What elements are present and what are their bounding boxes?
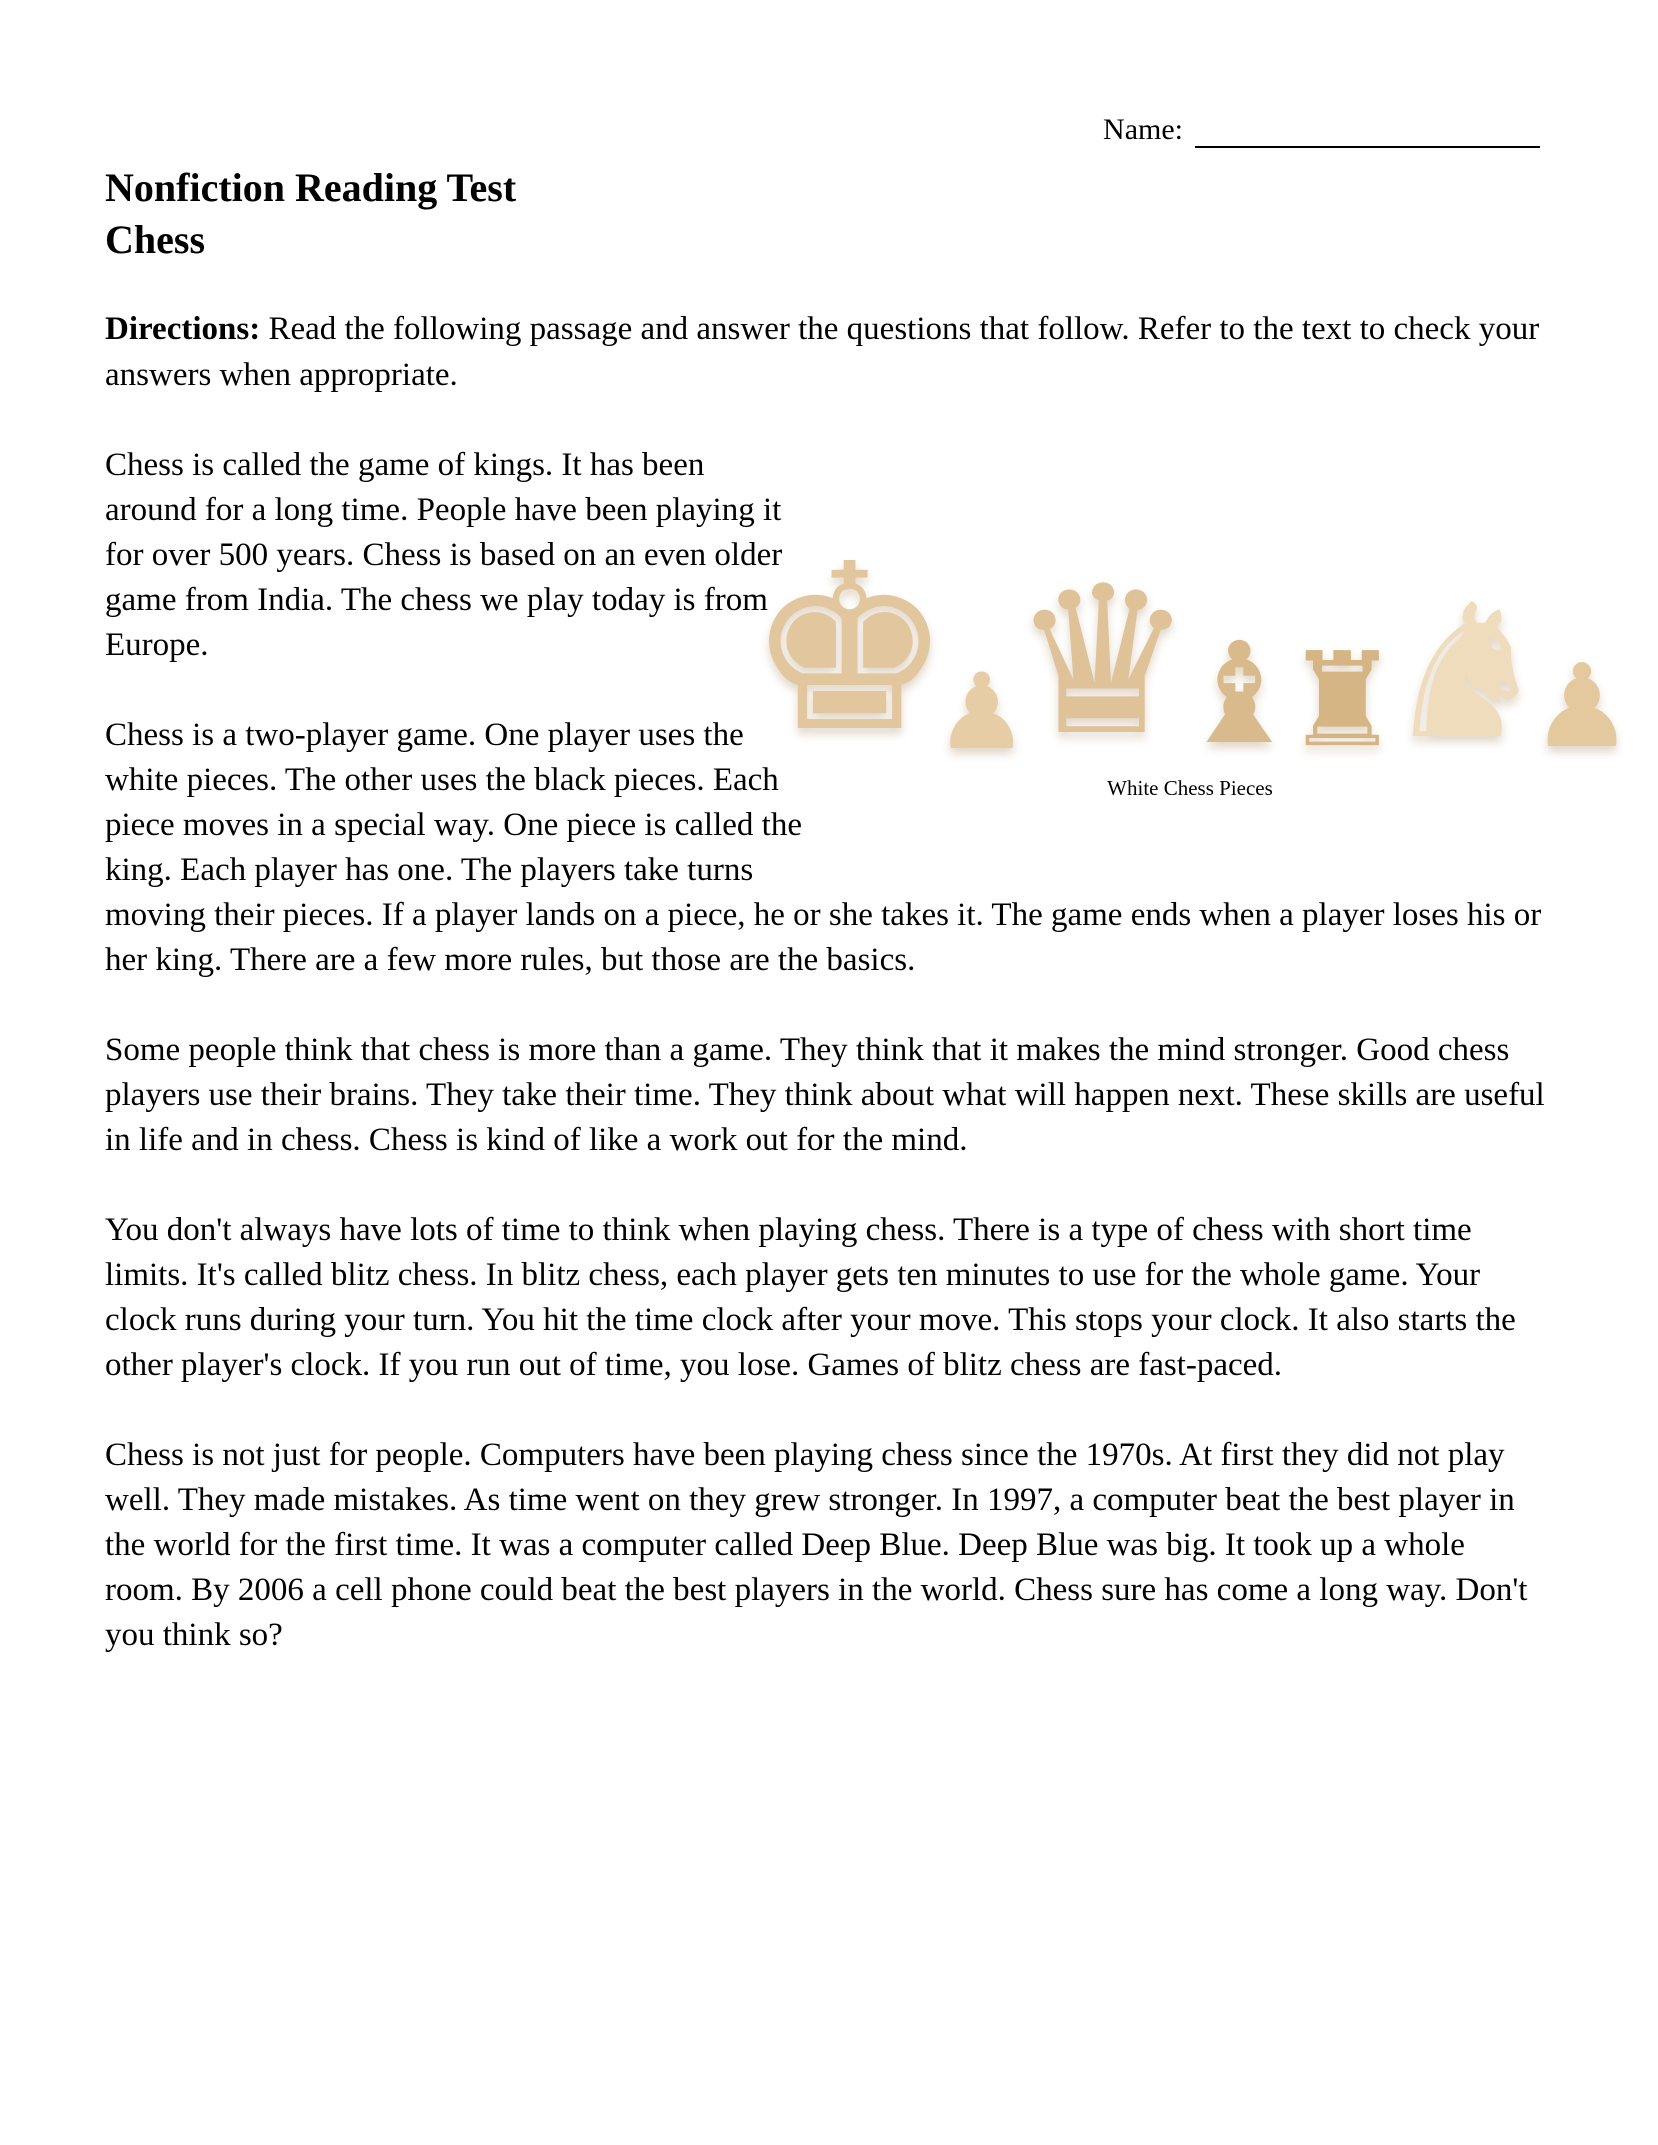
chess-piece-knight-icon: ♞ (1382, 564, 1549, 780)
name-label: Name: (1103, 113, 1183, 146)
name-blank-line[interactable] (1195, 112, 1540, 148)
paragraph-5: Chess is not just for people. Computers have been playing chess since the 1970s. At first they did not play well. They made mistakes. As time went on they grew stronger. In 1997, a computer beat the best player in the world for the first time. It was a computer called Deep Blue. Deep Blue was big. It took up a whole room. By 2006 a cell phone could beat the best players in the world. Chess sure has come a long way. Don't you think so? (105, 1437, 1528, 1653)
directions-text: Read the following passage and answer the questions that follow. Refer to the text to check your answers when appropriate. (105, 311, 1540, 393)
chess-piece-pawn-icon: ♟ (934, 651, 1029, 773)
paragraph-1: Chess is called the game of kings. It has been around for a long time. People have been playing it for over 500 years. Chess is based on an even older game from India. The chess we play today is from Europe. (105, 447, 783, 663)
worksheet-title (105, 162, 1550, 266)
name-row (105, 112, 1540, 148)
chess-piece-pawn-icon: ♟ (1530, 640, 1634, 774)
chess-piece-rook-icon: ♜ (1284, 624, 1401, 776)
chess-piece-bishop-icon: ♝ (1176, 613, 1303, 776)
figure-caption: White Chess Pieces (1107, 776, 1273, 800)
paragraph-3: Some people think that chess is more than a game. They think that it makes the mind stronger. Good chess players use their brains. They take their time. They think about what will happen next. These skills are useful in life and in chess. Chess is kind of like a work out for the mind. (105, 1032, 1545, 1158)
paragraph-4: You don't always have lots of time to think when playing chess. There is a type of chess with short time limits. It's called blitz chess. In blitz chess, each player gets ten minutes to use for the whole game. Your clock runs during your turn. You hit the time clock after your move. This stops your clock. It also starts the other player's clock. If you run out of time, you lose. Games of blitz chess are fast-paced. (105, 1212, 1516, 1383)
directions (105, 306, 1550, 398)
paragraph-2: Chess is a two-player game. One player uses the white pieces. The other uses the black pieces. Each piece moves in a special way. One piece is called the king. Each player has one. The players take turns moving their pieces. If a player lands on a piece, he or she takes it. The game ends when a player loses his or her king. There are a few more rules, but those are the basics. (105, 717, 1542, 978)
chess-piece-king-icon: ♚ (746, 516, 953, 783)
directions-label: Directions: (105, 311, 261, 347)
passage (105, 443, 1634, 1658)
title-line-2: Chess (105, 217, 206, 262)
chess-figure (746, 447, 1634, 847)
chess-piece-queen-icon: ♛ (1010, 543, 1195, 781)
title-line-1: Nonfiction Reading Test (105, 165, 517, 210)
white-chess-pieces-image (746, 447, 1634, 783)
